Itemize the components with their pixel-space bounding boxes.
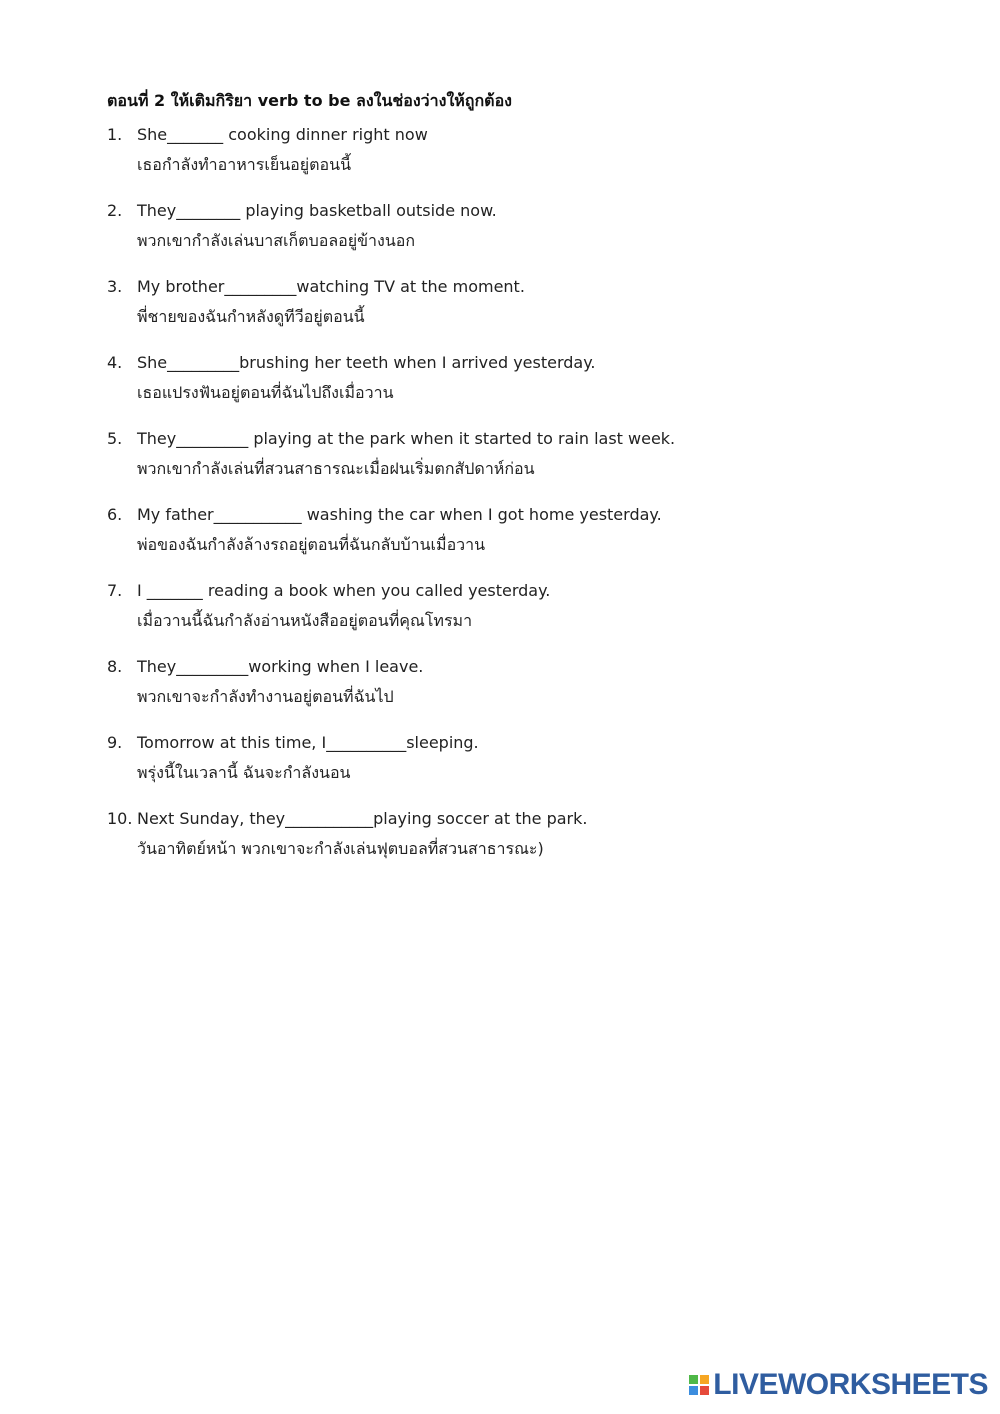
question-sentence: My father___________ washing the car when I got home yesterday. [137,505,662,524]
question-sentence: My brother_________watching TV at the moment. [137,277,525,296]
question-number: 6. [107,505,123,524]
question-item [107,272,967,332]
question-sentence: They_________ playing at the park when it started to rain last week. [137,429,676,448]
question-sentence: Next Sunday, they___________playing soccer at the park. [137,809,588,828]
question-translation: วันอาทิตย์หน้า พวกเขาจะกำลังเล่นฟุตบอลที่สวนสาธารณะ) [137,839,544,858]
brand-name: LIVEWORKSHEETS [713,1368,988,1401]
question-sentence: Tomorrow at this time, I__________sleeping. [137,733,479,752]
question-translation: พ่อของฉันกำลังล้างรถอยู่ตอนที่ฉันกลับบ้านเมื่อวาน [137,535,486,554]
question-number: 3. [107,277,123,296]
question-item [107,120,967,180]
question-translation: เมื่อวานนี้ฉันกำลังอ่านหนังสืออยู่ตอนที่คุณโทรมา [137,611,473,630]
question-sentence: She_______ cooking dinner right now [137,125,428,144]
question-item [107,348,967,408]
question-item [107,196,967,256]
question-item [107,500,967,560]
question-number: 2. [107,201,123,220]
question-translation: พวกเขาจะกำลังทำงานอยู่ตอนที่ฉันไป [137,687,394,706]
question-translation: พี่ชายของฉันกำหลังดูทีวีอยู่ตอนนี้ [137,307,365,326]
question-number: 4. [107,353,123,372]
question-number: 10. [107,809,133,828]
question-sentence: They________ playing basketball outside now. [137,201,497,220]
question-item [107,576,967,636]
section-heading: ตอนที่ 2 ให้เติมกิริยา verb to be ลงในช่องว่างให้ถูกต้อง [107,91,512,110]
question-sentence: They_________working when I leave. [137,657,424,676]
question-number: 5. [107,429,123,448]
question-item [107,424,967,484]
question-item [107,804,967,864]
question-translation: พรุ่งนี้ในเวลานี้ ฉันจะกำลังนอน [137,763,351,782]
logo-squares-icon [689,1375,709,1395]
question-sentence: I _______ reading a book when you called yesterday. [137,581,551,600]
question-number: 9. [107,733,123,752]
question-translation: พวกเขากำลังเล่นที่สวนสาธารณะเมื่อฝนเริ่มตกสัปดาห์ก่อน [137,459,535,478]
question-translation: เธอแปรงฟันอยู่ตอนที่ฉันไปถึงเมื่อวาน [137,383,394,402]
question-sentence: She_________brushing her teeth when I arrived yesterday. [137,353,596,372]
worksheet [107,88,967,880]
question-translation: เธอกำลังทำอาหารเย็นอยู่ตอนนี้ [137,155,352,174]
question-item [107,728,967,788]
liveworksheets-logo [689,1368,988,1402]
question-translation: พวกเขากำลังเล่นบาสเก็ตบอลอยู่ข้างนอก [137,231,416,250]
question-number: 8. [107,657,123,676]
question-number: 7. [107,581,123,600]
question-number: 1. [107,125,123,144]
question-item [107,652,967,712]
